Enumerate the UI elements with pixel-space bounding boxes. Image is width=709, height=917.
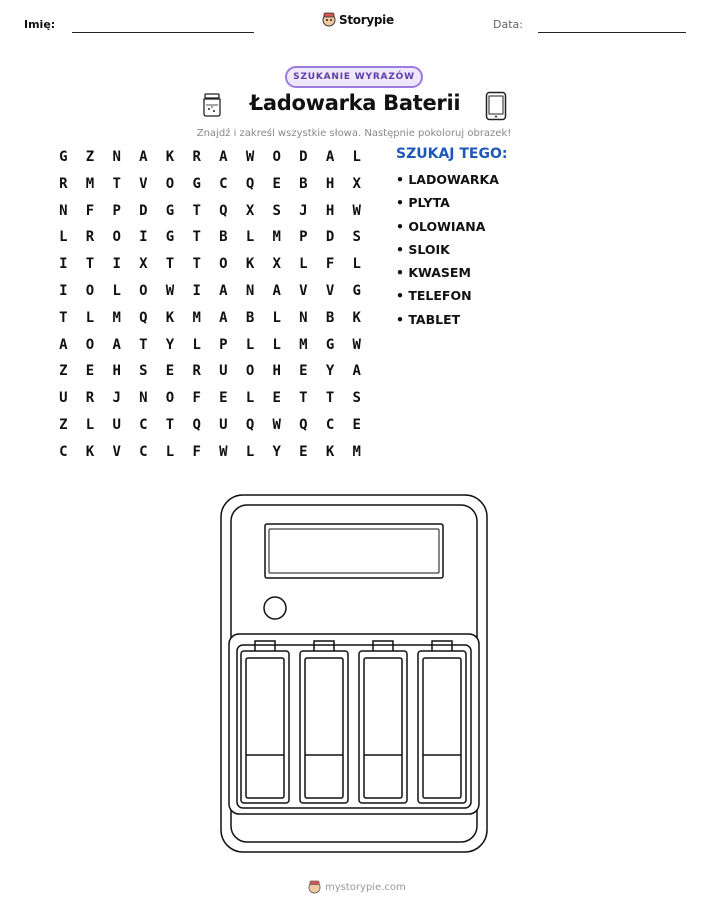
grid-letter[interactable]: X — [352, 175, 361, 192]
word-list-title: SZUKAJ TEGO: — [396, 146, 508, 162]
grid-letter[interactable]: Q — [192, 416, 201, 433]
grid-letter[interactable]: E — [272, 175, 281, 192]
grid-letter[interactable]: B — [299, 175, 308, 192]
grid-letter[interactable]: A — [219, 149, 228, 165]
grid-letter[interactable]: Q — [299, 416, 308, 433]
grid-letter[interactable]: L — [112, 282, 121, 299]
grid-letter[interactable]: T — [59, 309, 68, 326]
grid-letter[interactable]: L — [85, 309, 95, 326]
instructions: Znajdź i zakreśl wszystkie słowa. Następnie pokoloruj obrazek! — [196, 128, 512, 139]
grid-letter[interactable]: M — [85, 175, 95, 192]
grid-row — [50, 362, 370, 389]
grid-letter[interactable]: T — [165, 416, 175, 433]
grid-letter[interactable]: U — [219, 416, 228, 433]
grid-letter[interactable]: N — [139, 390, 148, 407]
grid-letter[interactable]: I — [112, 256, 121, 273]
grid-letter[interactable]: L — [245, 390, 255, 407]
battery-charger-illustration — [219, 493, 491, 857]
word-list-item: • TABLET — [396, 311, 461, 327]
grid-letter[interactable]: W — [352, 336, 361, 353]
grid-letter[interactable]: N — [59, 202, 68, 219]
word-list-item: • TELEFON — [396, 288, 472, 304]
grid-letter[interactable]: E — [85, 363, 95, 380]
grid-letter[interactable]: M — [352, 443, 361, 460]
grid-letter[interactable]: D — [325, 229, 335, 246]
grid-letter[interactable]: R — [85, 390, 95, 407]
grid-letter[interactable]: I — [59, 282, 68, 299]
activity-tag: SZUKANIE WYRAZÓW — [285, 66, 423, 88]
grid-letter[interactable]: M — [299, 336, 308, 353]
grid-letter[interactable]: L — [245, 229, 255, 246]
grid-letter[interactable]: T — [165, 256, 175, 273]
grid-letter[interactable]: T — [139, 336, 148, 353]
grid-letter[interactable]: T — [85, 256, 95, 273]
name-line — [72, 32, 254, 33]
grid-letter[interactable]: N — [299, 309, 308, 326]
grid-letter[interactable]: L — [85, 416, 95, 433]
grid-row — [50, 282, 370, 309]
grid-letter[interactable]: R — [59, 175, 68, 192]
grid-letter[interactable]: F — [325, 256, 335, 273]
page-title: Ładowarka Baterii — [249, 91, 461, 115]
grid-letter[interactable]: X — [272, 256, 281, 273]
grid-row — [50, 389, 370, 416]
word-list-item: • LADOWARKA — [396, 172, 499, 187]
grid-letter[interactable]: O — [165, 390, 175, 407]
grid-letter[interactable]: M — [112, 309, 121, 326]
grid-letter[interactable]: R — [192, 363, 201, 380]
grid-letter[interactable]: O — [112, 229, 121, 246]
grid-letter[interactable]: O — [85, 336, 95, 353]
grid-letter[interactable]: L — [299, 256, 308, 273]
word-search-grid — [50, 148, 370, 470]
grid-letter[interactable]: L — [352, 149, 361, 165]
grid-row — [50, 228, 370, 255]
grid-letter[interactable]: L — [245, 336, 255, 353]
grid-letter[interactable]: C — [325, 416, 335, 433]
grid-letter[interactable]: G — [165, 229, 175, 246]
grid-letter[interactable]: G — [59, 149, 68, 165]
grid-letter[interactable]: Z — [59, 363, 68, 380]
grid-row — [50, 443, 370, 470]
grid-letter[interactable]: C — [139, 416, 148, 433]
grid-letter[interactable]: Q — [139, 309, 148, 326]
battery-slot — [359, 641, 407, 803]
grid-letter[interactable]: M — [192, 309, 201, 326]
grid-letter[interactable]: N — [112, 149, 121, 165]
grid-letter[interactable]: L — [165, 443, 175, 460]
grid-letter[interactable]: B — [325, 309, 335, 326]
grid-letter[interactable]: E — [219, 390, 228, 407]
grid-letter[interactable]: E — [165, 363, 175, 380]
brand-logo — [322, 12, 394, 27]
grid-letter[interactable]: G — [352, 282, 361, 299]
grid-letter[interactable]: S — [139, 363, 148, 380]
grid-letter[interactable]: F — [85, 202, 95, 219]
grid-letter[interactable]: Z — [85, 149, 95, 165]
grid-letter[interactable]: C — [59, 443, 68, 460]
grid-row — [50, 255, 370, 282]
grid-letter[interactable]: U — [219, 363, 228, 380]
grid-letter[interactable]: X — [139, 256, 148, 273]
grid-letter[interactable]: C — [139, 443, 148, 460]
battery-slot — [418, 641, 466, 803]
grid-letter[interactable]: U — [112, 416, 121, 433]
grid-letter[interactable]: L — [352, 256, 361, 273]
grid-row — [50, 416, 370, 443]
grid-letter[interactable]: W — [165, 282, 175, 299]
word-list-item: • OLOWIANA — [396, 218, 486, 234]
grid-letter[interactable]: W — [245, 149, 255, 165]
word-list — [396, 172, 499, 335]
grid-row — [50, 148, 370, 175]
grid-letter[interactable]: W — [352, 202, 361, 219]
word-list-item: • PLYTA — [396, 195, 450, 211]
grid-letter[interactable]: K — [325, 443, 335, 460]
grid-letter[interactable]: Q — [245, 416, 255, 433]
grid-letter[interactable]: R — [85, 229, 95, 246]
grid-letter[interactable]: E — [272, 390, 281, 407]
grid-letter[interactable]: K — [85, 443, 95, 460]
grid-letter[interactable]: V — [139, 175, 148, 192]
grid-letter[interactable]: A — [325, 149, 335, 165]
grid-row — [50, 336, 370, 363]
grid-letter[interactable]: K — [165, 309, 175, 326]
grid-row — [50, 202, 370, 229]
grid-letter[interactable]: L — [192, 336, 201, 353]
grid-letter[interactable]: H — [272, 363, 281, 380]
grid-letter[interactable]: A — [219, 282, 228, 299]
grid-letter[interactable]: S — [352, 390, 361, 407]
grid-letter[interactable]: H — [325, 202, 335, 219]
footer — [308, 880, 406, 894]
grid-letter[interactable]: D — [299, 149, 308, 165]
grid-letter[interactable]: Q — [219, 202, 228, 219]
grid-letter[interactable]: O — [85, 282, 95, 299]
grid-letter[interactable]: M — [272, 229, 281, 246]
brand-name: Storypie — [339, 12, 394, 27]
grid-letter[interactable]: Y — [165, 336, 175, 353]
tablet-icon — [485, 91, 507, 121]
grid-letter[interactable]: C — [219, 175, 228, 192]
grid-letter[interactable]: L — [59, 229, 68, 246]
grid-letter[interactable]: Y — [325, 363, 335, 380]
grid-letter[interactable]: A — [139, 149, 148, 165]
mascot-icon — [308, 880, 321, 894]
grid-letter[interactable]: U — [59, 390, 68, 407]
grid-letter[interactable]: W — [219, 443, 228, 460]
date-line — [538, 32, 686, 33]
grid-letter[interactable]: A — [352, 363, 361, 380]
grid-letter[interactable]: O — [139, 282, 148, 299]
grid-letter[interactable]: G — [325, 336, 335, 353]
footer-url: mystorypie.com — [325, 881, 406, 893]
word-list-item: • SLOIK — [396, 241, 450, 257]
grid-letter[interactable]: O — [272, 149, 281, 165]
grid-letter[interactable]: P — [219, 336, 228, 353]
grid-letter[interactable]: O — [219, 256, 228, 273]
grid-letter[interactable]: P — [112, 202, 121, 219]
word-list-item: • KWASEM — [396, 265, 471, 281]
grid-letter[interactable]: L — [245, 443, 255, 460]
grid-letter[interactable]: K — [165, 149, 175, 165]
grid-letter[interactable]: T — [112, 175, 121, 192]
jar-icon — [202, 93, 222, 117]
grid-letter[interactable]: J — [299, 202, 308, 219]
grid-letter[interactable]: V — [299, 282, 308, 299]
grid-letter[interactable]: B — [219, 229, 228, 246]
grid-letter[interactable]: J — [112, 390, 121, 407]
battery-slot — [300, 641, 348, 803]
grid-letter[interactable]: L — [272, 336, 281, 353]
grid-letter[interactable]: E — [352, 416, 361, 433]
grid-letter[interactable]: R — [192, 149, 201, 165]
grid-letter[interactable]: S — [272, 202, 281, 219]
grid-letter[interactable]: F — [192, 390, 201, 407]
grid-letter[interactable]: A — [272, 282, 281, 299]
date-label: Data: — [493, 18, 523, 31]
grid-letter[interactable]: I — [139, 229, 148, 246]
grid-letter[interactable]: A — [219, 309, 228, 326]
grid-row — [50, 309, 370, 336]
grid-letter[interactable]: D — [139, 202, 148, 219]
grid-letter[interactable]: O — [165, 175, 175, 192]
grid-letter[interactable]: A — [59, 336, 68, 353]
grid-letter[interactable]: E — [299, 443, 308, 460]
mascot-icon — [322, 12, 336, 27]
battery-slot — [241, 641, 289, 803]
grid-letter[interactable]: Q — [245, 175, 255, 192]
grid-letter[interactable]: O — [245, 363, 255, 380]
grid-letter[interactable]: T — [192, 256, 201, 273]
grid-letter[interactable]: K — [352, 309, 361, 326]
grid-letter[interactable]: B — [245, 309, 255, 326]
grid-letter[interactable]: S — [352, 229, 361, 246]
grid-letter[interactable]: H — [112, 363, 121, 380]
grid-letter[interactable]: E — [299, 363, 308, 380]
grid-letter[interactable]: T — [325, 390, 335, 407]
grid-letter[interactable]: T — [192, 229, 201, 246]
grid-letter[interactable]: K — [245, 256, 255, 273]
grid-letter[interactable]: A — [112, 336, 121, 353]
grid-letter[interactable]: W — [272, 416, 281, 433]
grid-letter[interactable]: L — [272, 309, 281, 326]
grid-letter[interactable]: V — [325, 282, 335, 299]
grid-letter[interactable]: V — [112, 443, 121, 460]
name-label: Imię: — [24, 18, 56, 31]
grid-letter[interactable]: I — [192, 282, 201, 299]
grid-letter[interactable]: T — [192, 202, 201, 219]
grid-letter[interactable]: Y — [272, 443, 281, 460]
grid-letter[interactable]: N — [245, 282, 255, 299]
grid-letter[interactable]: Z — [59, 416, 68, 433]
grid-letter[interactable]: F — [192, 443, 201, 460]
grid-letter[interactable]: T — [299, 390, 308, 407]
grid-letter[interactable]: G — [165, 202, 175, 219]
grid-letter[interactable]: H — [325, 175, 335, 192]
grid-letter[interactable]: P — [299, 229, 308, 246]
grid-letter[interactable]: G — [192, 175, 201, 192]
grid-letter[interactable]: X — [245, 202, 255, 219]
grid-letter[interactable]: I — [59, 256, 68, 273]
grid-row — [50, 175, 370, 202]
